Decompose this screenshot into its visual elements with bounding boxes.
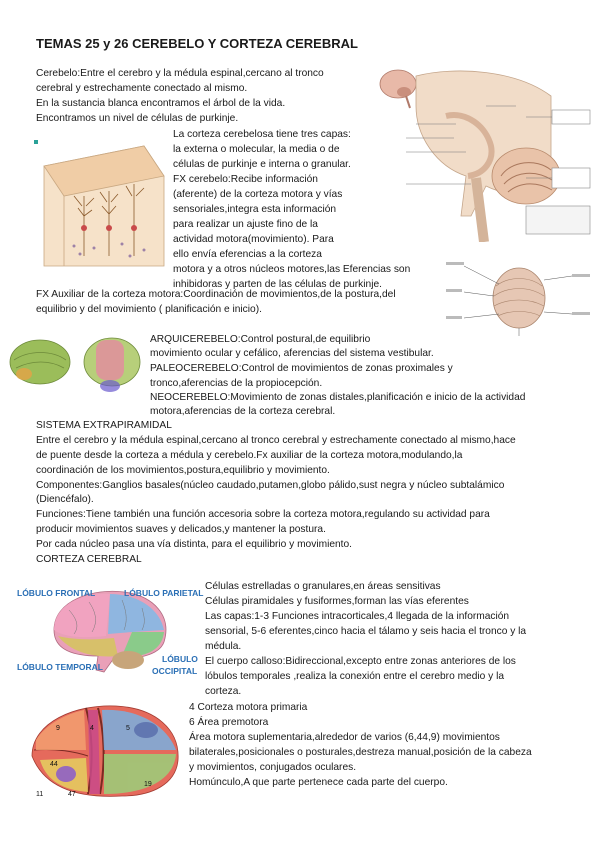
- lobe-label-temporal: LÓBULO TEMPORAL: [17, 662, 103, 672]
- cerebellum-circuit-figure: [444, 256, 594, 336]
- svg-text:47: 47: [68, 791, 76, 798]
- cortex-line: actividad motora(movimiento). Para: [173, 234, 334, 245]
- division-line: PALEOCEREBELO:Control de movimientos de zonas proximales y: [150, 363, 453, 374]
- area-line: 4 Corteza motora primaria: [189, 702, 308, 713]
- cerebral-line: corteza.: [205, 686, 242, 697]
- cerebellum-3d-figure: [4, 334, 146, 394]
- division-line: motora,aferencias de la corteza cerebral.: [150, 406, 336, 417]
- cerebral-line: sensorial, 5-6 eferentes,cinco hacia el tálamo y seis hacia el tronco y la: [205, 626, 527, 637]
- cortex-line: (aferente) de la corteza motora y vías: [173, 189, 343, 200]
- brain-sagittal-figure: [376, 66, 592, 242]
- intro-line: cerebral y estrechamente conectado al mismo.: [36, 83, 248, 94]
- intro-line: Encontramos un nivel de células de purkinje.: [36, 113, 239, 124]
- cerebral-line: lóbulos temporales ,realiza la conexión entre el cerebro medio y la: [205, 671, 504, 682]
- cortex-line: FX cerebelo:Recibe información: [173, 174, 318, 185]
- intro-line: En la sustancia blanca encontramos el árbol de la vida.: [36, 98, 286, 109]
- extrapiramidal-line: coordinación de los movimientos,postura,equilibrio y movimiento.: [36, 465, 330, 476]
- extrapiramidal-line: Por cada núcleo pasa una vía distinta, para el equilibrio y movimiento.: [36, 539, 352, 550]
- cortex-line: células de purkinje e interna o granular.: [173, 159, 351, 170]
- cortex-line: La corteza cerebelosa tiene tres capas:: [173, 129, 351, 140]
- fx-aux-line: FX Auxiliar de la corteza motora:Coordinación de movimientos,de la postura,del: [36, 289, 396, 300]
- extrapiramidal-line: (Diencéfalo).: [36, 494, 94, 505]
- cerebral-line: médula.: [205, 641, 242, 652]
- division-line: NEOCEREBELO:Movimiento de zonas distales,planificación e inicio de la actividad: [150, 392, 526, 403]
- corteza-cerebral-heading: CORTEZA CEREBRAL: [36, 554, 142, 565]
- svg-text:44: 44: [50, 761, 58, 768]
- lobe-label-parietal: LÓBULO PARIETAL: [124, 588, 204, 598]
- area-line: Área motora suplementaria,alrededor de varios (6,44,9) movimientos: [189, 732, 500, 743]
- brodmann-areas-figure: [26, 700, 184, 804]
- division-line: ARQUICEREBELO:Control postural,de equilibrio: [150, 334, 371, 345]
- cortex-line: motora y a otros núcleos motores,las Eferencias son: [173, 264, 411, 275]
- cortex-line: sensoriales,integra esta información: [173, 204, 337, 215]
- cerebellar-cortex-figure: [34, 136, 168, 276]
- lobe-label-occipital: OCCIPITAL: [152, 666, 198, 676]
- cerebral-line: El cuerpo calloso:Bidireccional,excepto entre zonas anteriores de los: [205, 656, 516, 667]
- svg-text:11: 11: [36, 791, 44, 798]
- extrapiramidal-line: Componentes:Ganglios basales(núcleo caudado,putamen,globo pálido,sust negra y núcleo subtalámico: [36, 480, 505, 491]
- cortex-line: inhibidoras y parten de las células de purkinje.: [173, 279, 382, 290]
- lobe-label-frontal: LÓBULO FRONTAL: [17, 588, 96, 598]
- area-line: y movimientos, conjugados oculares.: [189, 762, 357, 773]
- lobe-label-occipital: LÓBULO: [162, 654, 198, 664]
- division-line: tronco,aferencias de la propiocepción.: [150, 378, 323, 389]
- page-title: TEMAS 25 y 26 CEREBELO Y CORTEZA CEREBRAL: [36, 36, 358, 51]
- extrapiramidal-line: Funciones:Tiene también una función accesoria sobre la corteza motora,regulando su actividad para: [36, 509, 490, 520]
- cortex-line: ello envía eferencias a la corteza: [173, 249, 322, 260]
- svg-text:19: 19: [144, 781, 152, 788]
- extrapiramidal-line: Entre el cerebro y la médula espinal,cercano al tronco cerebral y estrechamente conectado al mismo,hace: [36, 435, 516, 446]
- area-line: 6 Área premotora: [189, 717, 269, 728]
- cerebral-line: Las capas:1-3 Funciones intracorticales,4 llegada de la información: [205, 611, 510, 622]
- division-line: movimiento ocular y cefálico, aferencias del sistema vestibular.: [150, 348, 434, 359]
- svg-text:9: 9: [56, 725, 60, 732]
- svg-text:5: 5: [126, 725, 130, 732]
- svg-text:4: 4: [90, 725, 94, 732]
- fx-aux-line: equilibrio y del movimiento ( planificación e inicio).: [36, 304, 262, 315]
- cortex-line: la externa o molecular, la media o de: [173, 144, 340, 155]
- extrapiramidal-line: de puente desde la corteza a médula y cerebelo.Fx auxiliar de la corteza motora,modulando,la: [36, 450, 463, 461]
- cortex-line: para realizar un ajuste fino de la: [173, 219, 318, 230]
- area-line: Homúnculo,A que parte pertenece cada parte del cuerpo.: [189, 777, 448, 788]
- extrapiramidal-heading: SISTEMA EXTRAPIRAMIDAL: [36, 420, 172, 431]
- extrapiramidal-line: producir movimientos suaves y delicados,y mantener la postura.: [36, 524, 326, 535]
- area-line: bilaterales,posicionales o posturales,destreza manual,posición de la cabeza: [189, 747, 532, 758]
- cerebral-line: Células estrelladas o granulares,en áreas sensitivas: [205, 581, 441, 592]
- intro-line: Cerebelo:Entre el cerebro y la médula espinal,cercano al tronco: [36, 68, 324, 79]
- cerebral-line: Células piramidales y fusiformes,forman las vías eferentes: [205, 596, 469, 607]
